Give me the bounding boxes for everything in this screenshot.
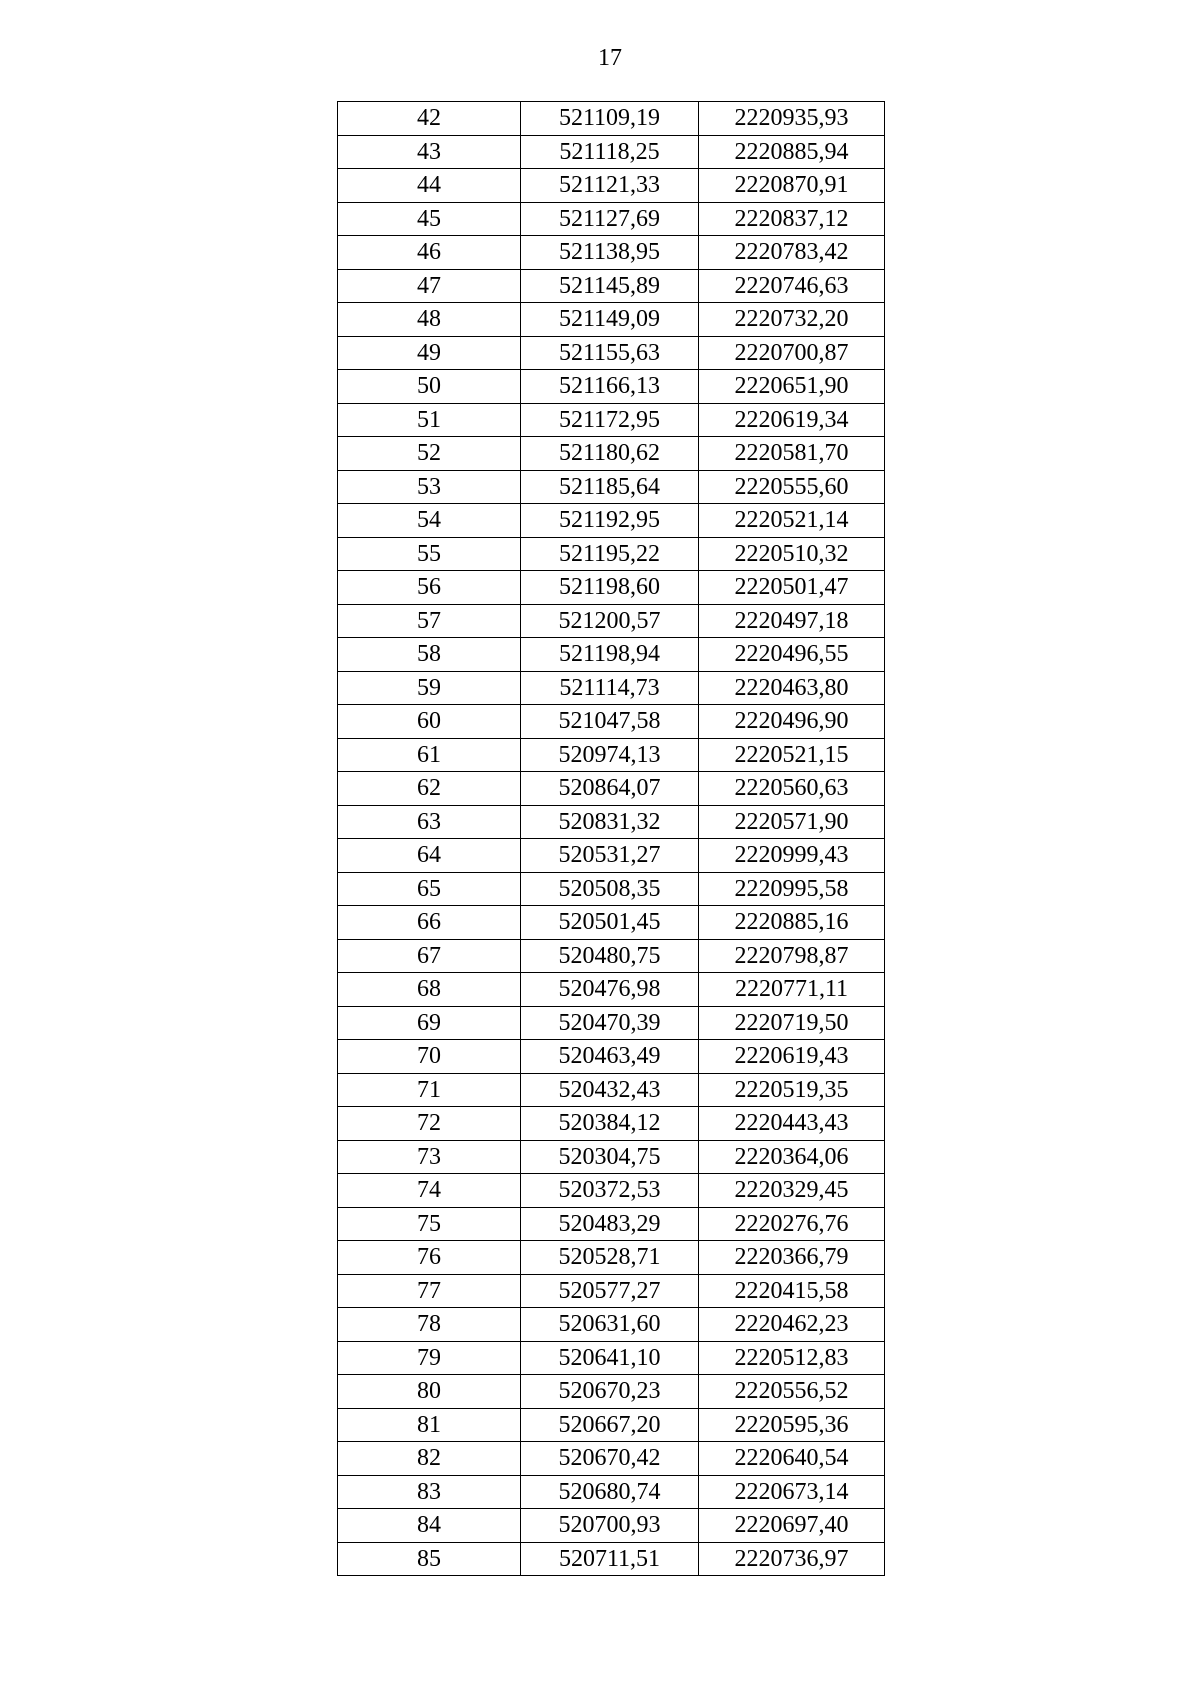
point-number-cell: 78: [338, 1308, 521, 1342]
x-coordinate-cell: 521127,69: [521, 202, 699, 236]
coordinates-table-body: [338, 102, 885, 1576]
x-coordinate-cell: 520641,10: [521, 1341, 699, 1375]
x-coordinate-cell: 521121,33: [521, 169, 699, 203]
x-coordinate-cell: 521195,22: [521, 537, 699, 571]
table-row: [338, 269, 885, 303]
point-number-cell: 73: [338, 1140, 521, 1174]
x-coordinate-cell: 520483,29: [521, 1207, 699, 1241]
y-coordinate-cell: 2220496,55: [699, 638, 885, 672]
table-row: [338, 135, 885, 169]
y-coordinate-cell: 2220521,15: [699, 738, 885, 772]
point-number-cell: 44: [338, 169, 521, 203]
table-row: [338, 504, 885, 538]
y-coordinate-cell: 2220619,34: [699, 403, 885, 437]
y-coordinate-cell: 2220560,63: [699, 772, 885, 806]
y-coordinate-cell: 2220771,11: [699, 973, 885, 1007]
x-coordinate-cell: 520864,07: [521, 772, 699, 806]
table-row: [338, 1174, 885, 1208]
y-coordinate-cell: 2220571,90: [699, 805, 885, 839]
x-coordinate-cell: 521198,60: [521, 571, 699, 605]
x-coordinate-cell: 520470,39: [521, 1006, 699, 1040]
table-row: [338, 1375, 885, 1409]
point-number-cell: 60: [338, 705, 521, 739]
y-coordinate-cell: 2220885,16: [699, 906, 885, 940]
table-row: [338, 537, 885, 571]
point-number-cell: 66: [338, 906, 521, 940]
point-number-cell: 74: [338, 1174, 521, 1208]
y-coordinate-cell: 2220651,90: [699, 370, 885, 404]
point-number-cell: 57: [338, 604, 521, 638]
y-coordinate-cell: 2220329,45: [699, 1174, 885, 1208]
y-coordinate-cell: 2220501,47: [699, 571, 885, 605]
table-row: [338, 1207, 885, 1241]
x-coordinate-cell: 520670,23: [521, 1375, 699, 1409]
x-coordinate-cell: 520508,35: [521, 872, 699, 906]
table-row: [338, 1408, 885, 1442]
x-coordinate-cell: 521118,25: [521, 135, 699, 169]
table-row: [338, 202, 885, 236]
x-coordinate-cell: 520667,20: [521, 1408, 699, 1442]
point-number-cell: 84: [338, 1509, 521, 1543]
table-row: [338, 1040, 885, 1074]
y-coordinate-cell: 2220463,80: [699, 671, 885, 705]
y-coordinate-cell: 2220640,54: [699, 1442, 885, 1476]
table-row: [338, 1274, 885, 1308]
x-coordinate-cell: 520680,74: [521, 1475, 699, 1509]
x-coordinate-cell: 521138,95: [521, 236, 699, 270]
page-number: 17: [598, 45, 622, 71]
point-number-cell: 68: [338, 973, 521, 1007]
point-number-cell: 54: [338, 504, 521, 538]
y-coordinate-cell: 2220736,97: [699, 1542, 885, 1576]
table-row: [338, 638, 885, 672]
y-coordinate-cell: 2220581,70: [699, 437, 885, 471]
x-coordinate-cell: 520432,43: [521, 1073, 699, 1107]
x-coordinate-cell: 520974,13: [521, 738, 699, 772]
point-number-cell: 81: [338, 1408, 521, 1442]
table-row: [338, 805, 885, 839]
y-coordinate-cell: 2220719,50: [699, 1006, 885, 1040]
point-number-cell: 51: [338, 403, 521, 437]
table-row: [338, 1073, 885, 1107]
table-row: [338, 1475, 885, 1509]
x-coordinate-cell: 521200,57: [521, 604, 699, 638]
y-coordinate-cell: 2220885,94: [699, 135, 885, 169]
x-coordinate-cell: 521155,63: [521, 336, 699, 370]
point-number-cell: 76: [338, 1241, 521, 1275]
x-coordinate-cell: 520304,75: [521, 1140, 699, 1174]
point-number-cell: 45: [338, 202, 521, 236]
point-number-cell: 55: [338, 537, 521, 571]
point-number-cell: 49: [338, 336, 521, 370]
y-coordinate-cell: 2220462,23: [699, 1308, 885, 1342]
point-number-cell: 70: [338, 1040, 521, 1074]
y-coordinate-cell: 2220935,93: [699, 102, 885, 136]
table-row: [338, 973, 885, 1007]
y-coordinate-cell: 2220870,91: [699, 169, 885, 203]
point-number-cell: 72: [338, 1107, 521, 1141]
point-number-cell: 62: [338, 772, 521, 806]
point-number-cell: 59: [338, 671, 521, 705]
x-coordinate-cell: 520528,71: [521, 1241, 699, 1275]
table-row: [338, 1509, 885, 1543]
y-coordinate-cell: 2220443,43: [699, 1107, 885, 1141]
table-row: [338, 1006, 885, 1040]
x-coordinate-cell: 520372,53: [521, 1174, 699, 1208]
point-number-cell: 65: [338, 872, 521, 906]
x-coordinate-cell: 520531,27: [521, 839, 699, 873]
point-number-cell: 82: [338, 1442, 521, 1476]
point-number-cell: 80: [338, 1375, 521, 1409]
x-coordinate-cell: 520700,93: [521, 1509, 699, 1543]
table-row: [338, 1308, 885, 1342]
x-coordinate-cell: 521180,62: [521, 437, 699, 471]
y-coordinate-cell: 2220512,83: [699, 1341, 885, 1375]
x-coordinate-cell: 521047,58: [521, 705, 699, 739]
table-row: [338, 839, 885, 873]
x-coordinate-cell: 520384,12: [521, 1107, 699, 1141]
table-row: [338, 169, 885, 203]
point-number-cell: 42: [338, 102, 521, 136]
table-row: [338, 738, 885, 772]
table-row: [338, 772, 885, 806]
y-coordinate-cell: 2220556,52: [699, 1375, 885, 1409]
table-row: [338, 872, 885, 906]
point-number-cell: 67: [338, 939, 521, 973]
table-row: [338, 604, 885, 638]
table-row: [338, 1442, 885, 1476]
x-coordinate-cell: 520631,60: [521, 1308, 699, 1342]
table-row: [338, 470, 885, 504]
y-coordinate-cell: 2220619,43: [699, 1040, 885, 1074]
y-coordinate-cell: 2220521,14: [699, 504, 885, 538]
x-coordinate-cell: 521149,09: [521, 303, 699, 337]
table-row: [338, 1140, 885, 1174]
table-row: [338, 1341, 885, 1375]
y-coordinate-cell: 2220366,79: [699, 1241, 885, 1275]
table-row: [338, 370, 885, 404]
x-coordinate-cell: 521172,95: [521, 403, 699, 437]
table-row: [338, 906, 885, 940]
point-number-cell: 47: [338, 269, 521, 303]
point-number-cell: 77: [338, 1274, 521, 1308]
x-coordinate-cell: 520476,98: [521, 973, 699, 1007]
point-number-cell: 58: [338, 638, 521, 672]
point-number-cell: 83: [338, 1475, 521, 1509]
point-number-cell: 75: [338, 1207, 521, 1241]
y-coordinate-cell: 2220496,90: [699, 705, 885, 739]
x-coordinate-cell: 521198,94: [521, 638, 699, 672]
x-coordinate-cell: 521145,89: [521, 269, 699, 303]
y-coordinate-cell: 2220732,20: [699, 303, 885, 337]
table-row: [338, 437, 885, 471]
x-coordinate-cell: 520711,51: [521, 1542, 699, 1576]
point-number-cell: 69: [338, 1006, 521, 1040]
table-row: [338, 571, 885, 605]
point-number-cell: 61: [338, 738, 521, 772]
point-number-cell: 71: [338, 1073, 521, 1107]
table-row: [338, 236, 885, 270]
y-coordinate-cell: 2220519,35: [699, 1073, 885, 1107]
y-coordinate-cell: 2220837,12: [699, 202, 885, 236]
y-coordinate-cell: 2220746,63: [699, 269, 885, 303]
y-coordinate-cell: 2220673,14: [699, 1475, 885, 1509]
x-coordinate-cell: 521185,64: [521, 470, 699, 504]
coordinates-table: [337, 101, 885, 1576]
y-coordinate-cell: 2220783,42: [699, 236, 885, 270]
table-row: [338, 705, 885, 739]
y-coordinate-cell: 2220510,32: [699, 537, 885, 571]
x-coordinate-cell: 520501,45: [521, 906, 699, 940]
table-row: [338, 336, 885, 370]
x-coordinate-cell: 521192,95: [521, 504, 699, 538]
x-coordinate-cell: 520831,32: [521, 805, 699, 839]
table-row: [338, 403, 885, 437]
y-coordinate-cell: 2220364,06: [699, 1140, 885, 1174]
x-coordinate-cell: 521109,19: [521, 102, 699, 136]
point-number-cell: 56: [338, 571, 521, 605]
point-number-cell: 85: [338, 1542, 521, 1576]
y-coordinate-cell: 2220999,43: [699, 839, 885, 873]
table-row: [338, 939, 885, 973]
point-number-cell: 63: [338, 805, 521, 839]
x-coordinate-cell: 520670,42: [521, 1442, 699, 1476]
y-coordinate-cell: 2220276,76: [699, 1207, 885, 1241]
y-coordinate-cell: 2220995,58: [699, 872, 885, 906]
table-row: [338, 671, 885, 705]
y-coordinate-cell: 2220697,40: [699, 1509, 885, 1543]
x-coordinate-cell: 520480,75: [521, 939, 699, 973]
point-number-cell: 43: [338, 135, 521, 169]
table-row: [338, 102, 885, 136]
point-number-cell: 53: [338, 470, 521, 504]
table-row: [338, 1542, 885, 1576]
x-coordinate-cell: 521166,13: [521, 370, 699, 404]
point-number-cell: 79: [338, 1341, 521, 1375]
x-coordinate-cell: 520463,49: [521, 1040, 699, 1074]
y-coordinate-cell: 2220798,87: [699, 939, 885, 973]
x-coordinate-cell: 521114,73: [521, 671, 699, 705]
table-row: [338, 1241, 885, 1275]
x-coordinate-cell: 520577,27: [521, 1274, 699, 1308]
table-row: [338, 303, 885, 337]
y-coordinate-cell: 2220595,36: [699, 1408, 885, 1442]
y-coordinate-cell: 2220497,18: [699, 604, 885, 638]
table-row: [338, 1107, 885, 1141]
point-number-cell: 46: [338, 236, 521, 270]
y-coordinate-cell: 2220555,60: [699, 470, 885, 504]
point-number-cell: 50: [338, 370, 521, 404]
point-number-cell: 52: [338, 437, 521, 471]
point-number-cell: 48: [338, 303, 521, 337]
y-coordinate-cell: 2220415,58: [699, 1274, 885, 1308]
point-number-cell: 64: [338, 839, 521, 873]
y-coordinate-cell: 2220700,87: [699, 336, 885, 370]
